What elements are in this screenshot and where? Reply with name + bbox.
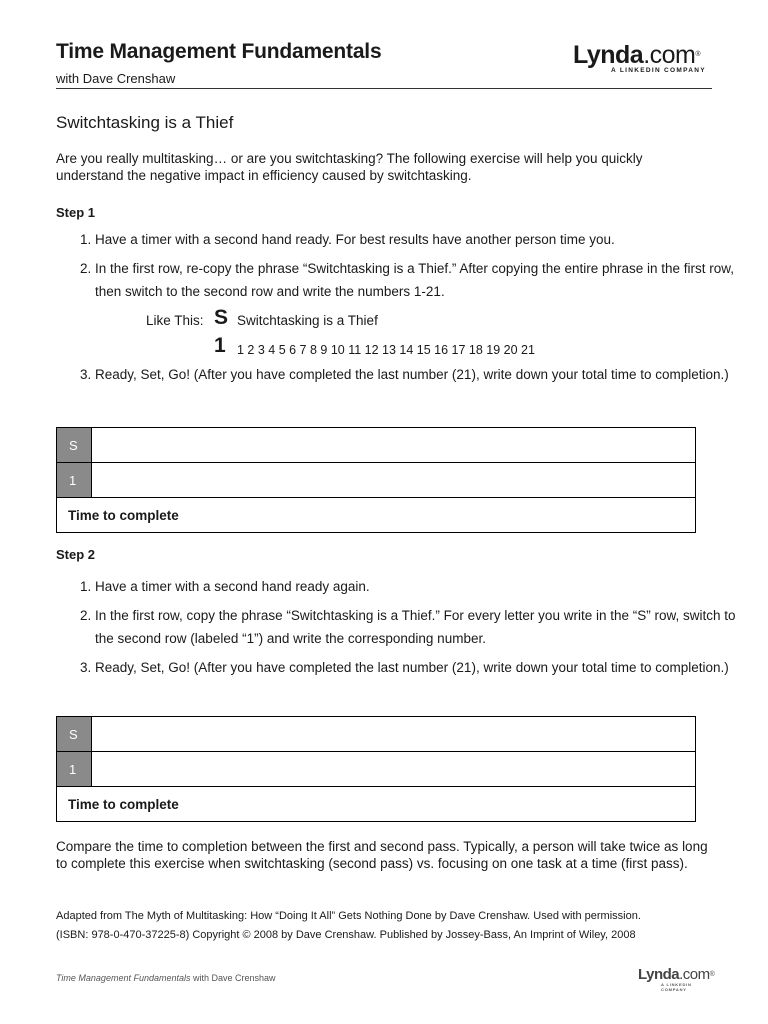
step-1-item: 1. Have a timer with a second hand ready. For best results have another person time you. — [95, 228, 755, 251]
step-2-label: Step 2 — [56, 547, 96, 562]
row-1-label: 1 — [57, 752, 92, 787]
credit-line-2: (ISBN: 978-0-470-37225-8) Copyright © 2008 by Dave Crenshaw. Published by Jossey-Bass, An Imprint of Wiley, 2008 — [56, 929, 636, 941]
step-2-list — [56, 575, 755, 685]
row-s-label: S — [57, 428, 92, 463]
example-row-s-label: S — [214, 306, 229, 329]
example-phrase: Switchtasking is a Thief — [237, 313, 378, 328]
step-1-item: 3. Ready, Set, Go! (After you have completed the last number (21), write down your total time to completion.) — [95, 363, 755, 386]
example-numbers: 1 2 3 4 5 6 7 8 9 10 11 12 13 14 15 16 17 18 19 20 21 — [237, 343, 535, 357]
header-divider — [56, 88, 712, 89]
row-s-answer-cell[interactable] — [92, 717, 696, 752]
step-2-item: 3. Ready, Set, Go! (After you have completed the last number (21), write down your total time to completion.) — [95, 656, 755, 679]
section-title: Switchtasking is a Thief — [56, 113, 234, 132]
step-1-label: Step 1 — [56, 205, 96, 220]
row-s-label: S — [57, 717, 92, 752]
step-2-item: 1. Have a timer with a second hand ready again. — [95, 575, 755, 598]
footer-logo-tagline: A LINKEDIN COMPANY — [661, 982, 692, 992]
row-1-label: 1 — [57, 463, 92, 498]
intro-paragraph: Are you really multitasking… or are you switchtasking? The following exercise will help you quickly understand the negative impact in efficiency caused by switchtasking. — [56, 151, 643, 183]
footer-author: with Dave Crenshaw — [190, 973, 276, 983]
footer-course — [56, 973, 276, 983]
row-1-answer-cell[interactable] — [92, 752, 696, 787]
time-to-complete-cell[interactable]: Time to complete — [57, 498, 696, 533]
lynda-logo — [573, 42, 713, 74]
step-2-item: 2. In the first row, copy the phrase “Switchtasking is a Thief.” For every letter you write in the “S” row, switch to the second row (labeled “1”) and write the corresponding number. — [95, 604, 755, 650]
compare-paragraph: Compare the time to completion between the first and second pass. Typically, a person will take twice as long to complete this exercise when switchtasking (second pass) vs. focusing on one task at a time (first pass). — [56, 839, 708, 871]
logo-tagline: A LINKEDIN COMPANY — [611, 67, 706, 74]
logo-registered: ® — [695, 51, 701, 58]
footer-logo-registered: ® — [709, 971, 715, 978]
step-1-item: 2. In the first row, re-copy the phrase “Switchtasking is a Thief.” After copying the entire phrase in the first row, then switch to the second row and write the numbers 1-21. — [95, 257, 755, 303]
document-title: Time Management Fundamentals — [56, 40, 382, 63]
step-2-answer-table — [56, 716, 696, 822]
example-row-1-label: 1 — [214, 334, 226, 357]
footer-lynda-logo — [638, 967, 718, 992]
logo-domain: .com — [643, 41, 696, 69]
row-1-answer-cell[interactable] — [92, 463, 696, 498]
row-s-answer-cell[interactable] — [92, 428, 696, 463]
time-to-complete-cell[interactable]: Time to complete — [57, 787, 696, 822]
document-subtitle: with Dave Crenshaw — [56, 71, 176, 86]
step-1-answer-table — [56, 427, 696, 533]
step-1-list — [56, 228, 755, 392]
logo-brand: Lynda — [573, 41, 644, 69]
footer-course-title: Time Management Fundamentals — [56, 973, 191, 983]
example-label: Like This: — [146, 313, 204, 328]
credit-line-1: Adapted from The Myth of Multitasking: How “Doing It All” Gets Nothing Done by Dave Crenshaw. Used with permission. — [56, 910, 641, 922]
footer-logo-domain: .com — [679, 966, 710, 983]
footer-logo-brand: Lynda — [638, 966, 680, 983]
